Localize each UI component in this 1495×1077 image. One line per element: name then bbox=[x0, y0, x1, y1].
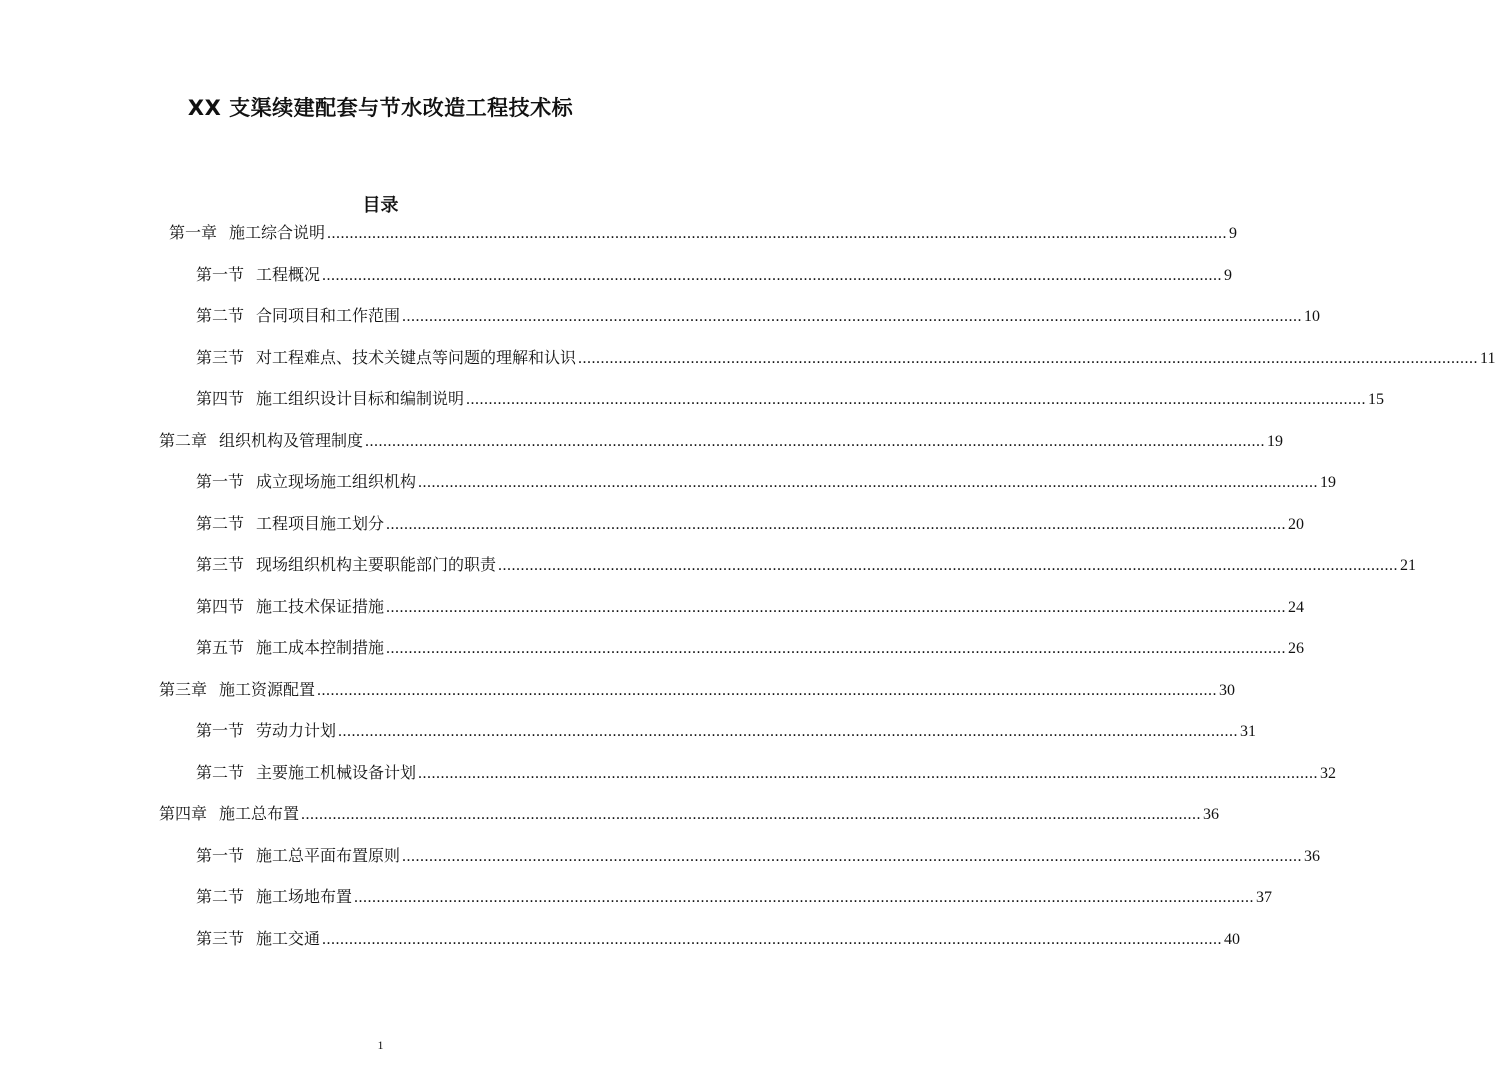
toc-section-entry[interactable] bbox=[196, 347, 1495, 370]
toc-entry-number: 第一节 bbox=[196, 265, 245, 284]
toc-dot-leader: ........................................................................................................................................................................................................ bbox=[578, 350, 1479, 367]
toc-entry-title: 施工组织设计目标和编制说明 bbox=[256, 389, 465, 408]
toc-dot-leader: ........................................................................................................................................................................................................ bbox=[354, 889, 1255, 906]
toc-section-entry[interactable] bbox=[196, 762, 1337, 785]
toc-entry-title: 施工资源配置 bbox=[219, 680, 316, 699]
toc-entry-title: 主要施工机械设备计划 bbox=[256, 763, 417, 782]
toc-entry-number: 第三节 bbox=[196, 348, 245, 367]
toc-entry-page: 26 bbox=[1288, 640, 1305, 657]
toc-entry-page: 40 bbox=[1224, 931, 1241, 948]
toc-section-entry[interactable] bbox=[196, 886, 1273, 909]
toc-dot-leader: ........................................................................................................................................................................................................ bbox=[386, 640, 1287, 657]
toc-entry-page: 36 bbox=[1304, 848, 1321, 865]
toc-entry-title: 施工总布置 bbox=[219, 804, 300, 823]
toc-entry-page: 9 bbox=[1224, 267, 1233, 284]
toc-section-entry[interactable] bbox=[196, 596, 1305, 619]
toc-entry-number: 第三节 bbox=[196, 929, 245, 948]
toc-entry-title: 对工程难点、技术关键点等问题的理解和认识 bbox=[256, 348, 577, 367]
toc-entry-number: 第一节 bbox=[196, 721, 245, 740]
toc-dot-leader: ........................................................................................................................................................................................................ bbox=[301, 806, 1202, 823]
toc-entry-page: 9 bbox=[1229, 225, 1238, 242]
toc-dot-leader: ........................................................................................................................................................................................................ bbox=[418, 765, 1319, 782]
toc-section-entry[interactable] bbox=[196, 637, 1305, 660]
toc-entry-page: 15 bbox=[1368, 391, 1385, 408]
toc-dot-leader: ........................................................................................................................................................................................................ bbox=[418, 474, 1319, 491]
toc-entry-title: 劳动力计划 bbox=[256, 721, 337, 740]
toc-entry-title: 施工场地布置 bbox=[256, 887, 353, 906]
toc-dot-leader: ........................................................................................................................................................................................................ bbox=[338, 723, 1239, 740]
toc-dot-leader: ........................................................................................................................................................................................................ bbox=[327, 225, 1228, 242]
toc-entry-page: 19 bbox=[1320, 474, 1337, 491]
toc-entry-number: 第二节 bbox=[196, 306, 245, 325]
toc-dot-leader: ........................................................................................................................................................................................................ bbox=[386, 516, 1287, 533]
toc-section-entry[interactable] bbox=[196, 845, 1321, 868]
toc-entry-title: 工程项目施工划分 bbox=[256, 514, 385, 533]
toc-dot-leader: ........................................................................................................................................................................................................ bbox=[498, 557, 1399, 574]
toc-dot-leader: ........................................................................................................................................................................................................ bbox=[317, 682, 1218, 699]
toc-entry-page: 19 bbox=[1267, 433, 1284, 450]
toc-entry-number: 第一节 bbox=[196, 846, 245, 865]
toc-entry-page: 32 bbox=[1320, 765, 1337, 782]
toc-entry-page: 36 bbox=[1203, 806, 1220, 823]
document-title: XX 支渠续建配套与节水改造工程技术标 bbox=[187, 96, 574, 120]
toc-chapter-entry[interactable] bbox=[159, 803, 1220, 826]
toc-entry-page: 21 bbox=[1400, 557, 1417, 574]
toc-entry-title: 工程概况 bbox=[256, 265, 321, 284]
toc-entry-number: 第二节 bbox=[196, 763, 245, 782]
toc-entry-title: 合同项目和工作范围 bbox=[256, 306, 401, 325]
toc-entry-number: 第二章 bbox=[159, 431, 208, 450]
toc-entry-page: 24 bbox=[1288, 599, 1305, 616]
toc-entry-number: 第一章 bbox=[169, 223, 218, 242]
toc-entry-page: 31 bbox=[1240, 723, 1257, 740]
toc-entry-title: 组织机构及管理制度 bbox=[219, 431, 364, 450]
toc-entry-number: 第一节 bbox=[196, 472, 245, 491]
toc-chapter-entry[interactable] bbox=[159, 679, 1236, 702]
toc-entry-page: 10 bbox=[1304, 308, 1321, 325]
toc-section-entry[interactable] bbox=[196, 928, 1241, 951]
toc-dot-leader: ........................................................................................................................................................................................................ bbox=[402, 308, 1303, 325]
toc-dot-leader: ........................................................................................................................................................................................................ bbox=[402, 848, 1303, 865]
toc-section-entry[interactable] bbox=[196, 305, 1321, 328]
toc-section-entry[interactable] bbox=[196, 264, 1233, 287]
toc-entry-title: 施工技术保证措施 bbox=[256, 597, 385, 616]
toc-entry-page: 37 bbox=[1256, 889, 1273, 906]
toc-entry-page: 30 bbox=[1219, 682, 1236, 699]
toc-entry-number: 第二节 bbox=[196, 514, 245, 533]
toc-entry-title: 施工交通 bbox=[256, 929, 321, 948]
toc-entry-number: 第三节 bbox=[196, 555, 245, 574]
toc-entry-title: 施工总平面布置原则 bbox=[256, 846, 401, 865]
toc-heading: 目录 bbox=[362, 195, 399, 216]
toc-section-entry[interactable] bbox=[196, 471, 1337, 494]
toc-entry-page: 11 bbox=[1480, 350, 1495, 367]
toc-dot-leader: ........................................................................................................................................................................................................ bbox=[322, 267, 1223, 284]
toc-dot-leader: ........................................................................................................................................................................................................ bbox=[386, 599, 1287, 616]
toc-section-entry[interactable] bbox=[196, 388, 1385, 411]
toc-entry-title: 成立现场施工组织机构 bbox=[256, 472, 417, 491]
toc-dot-leader: ........................................................................................................................................................................................................ bbox=[466, 391, 1367, 408]
toc-entry-number: 第二节 bbox=[196, 887, 245, 906]
toc-entry-number: 第五节 bbox=[196, 638, 245, 657]
toc-dot-leader: ........................................................................................................................................................................................................ bbox=[322, 931, 1223, 948]
toc-chapter-entry[interactable] bbox=[159, 430, 1284, 453]
toc-entry-page: 20 bbox=[1288, 516, 1305, 533]
toc-dot-leader: ........................................................................................................................................................................................................ bbox=[365, 433, 1266, 450]
toc-entry-title: 施工成本控制措施 bbox=[256, 638, 385, 657]
toc-entry-number: 第四章 bbox=[159, 804, 208, 823]
toc-section-entry[interactable] bbox=[196, 720, 1257, 743]
toc-section-entry[interactable] bbox=[196, 554, 1417, 577]
page-number: 1 bbox=[377, 1038, 384, 1052]
toc-chapter-entry[interactable] bbox=[169, 222, 1238, 245]
toc-entry-number: 第四节 bbox=[196, 597, 245, 616]
toc-entry-title: 施工综合说明 bbox=[229, 223, 326, 242]
toc-entry-number: 第三章 bbox=[159, 680, 208, 699]
toc-entry-number: 第四节 bbox=[196, 389, 245, 408]
toc-entry-title: 现场组织机构主要职能部门的职责 bbox=[256, 555, 497, 574]
toc-section-entry[interactable] bbox=[196, 513, 1305, 536]
